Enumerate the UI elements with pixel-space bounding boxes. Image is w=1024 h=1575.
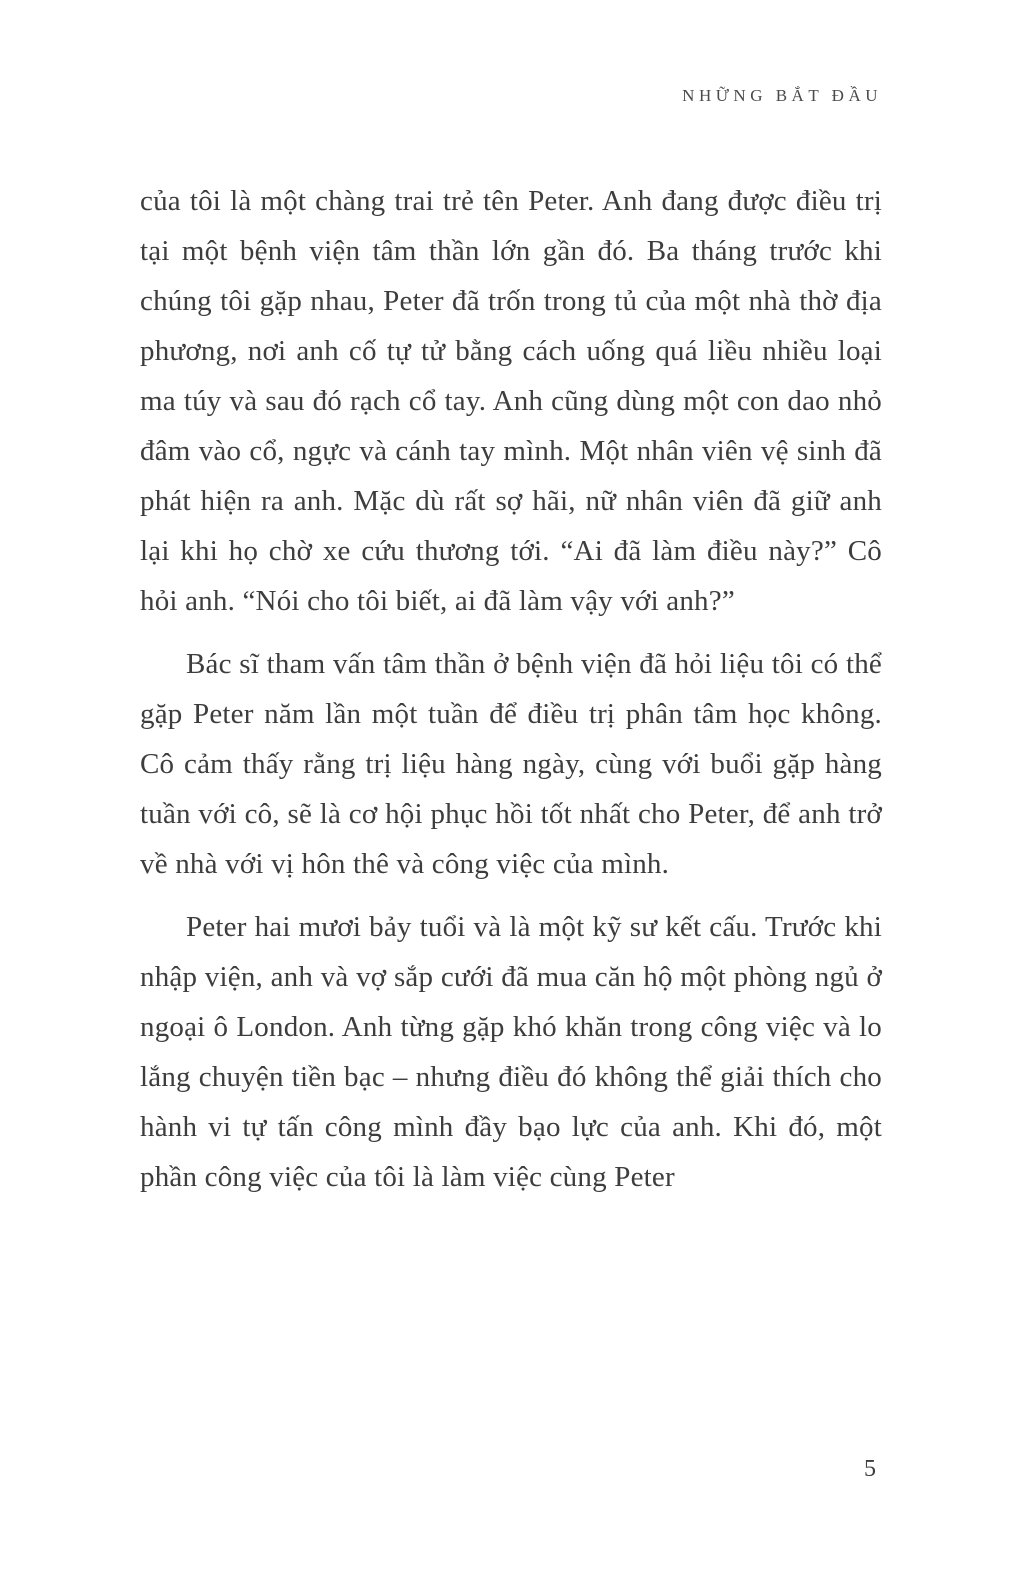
body-paragraph: Peter hai mươi bảy tuổi và là một kỹ sư kết cấu. Trước khi nhập viện, anh và vợ sắp cưới đã mua căn hộ một phòng ngủ ở ngoại ô London. Anh từng gặp khó khăn trong công việc và lo lắng chuyện tiền bạc – nhưng điều đó không thể giải thích cho hành vi tự tấn công mình đầy bạo lực của anh. Khi đó, một phần công việc của tôi là làm việc cùng Peter — [140, 911, 882, 1193]
body-paragraph: của tôi là một chàng trai trẻ tên Peter. Anh đang được điều trị tại một bệnh viện tâm thần lớn gần đó. Ba tháng trước khi chúng tôi gặp nhau, Peter đã trốn trong tủ của một nhà thờ địa phương, nơi anh cố tự tử bằng cách uống quá liều nhiều loại ma túy và sau đó rạch cổ tay. Anh cũng dùng một con dao nhỏ đâm vào cổ, ngực và cánh tay mình. Một nhân viên vệ sinh đã phát hiện ra anh. Mặc dù rất sợ hãi, nữ nhân viên đã giữ anh lại khi họ chờ xe cứu thương tới. “Ai đã làm điều này?” Cô hỏi anh. “Nói cho tôi biết, ai đã làm vậy với anh?” — [140, 185, 882, 617]
running-header: NHỮNG BẮT ĐẦU — [682, 86, 882, 105]
page-number: 5 — [864, 1456, 876, 1482]
body-text-block — [140, 176, 882, 1215]
body-paragraph: Bác sĩ tham vấn tâm thần ở bệnh viện đã hỏi liệu tôi có thể gặp Peter năm lần một tuần để điều trị phân tâm học không. Cô cảm thấy rằng trị liệu hàng ngày, cùng với buổi gặp hàng tuần với cô, sẽ là cơ hội phục hồi tốt nhất cho Peter, để anh trở về nhà với vị hôn thê và công việc của mình. — [140, 648, 882, 880]
